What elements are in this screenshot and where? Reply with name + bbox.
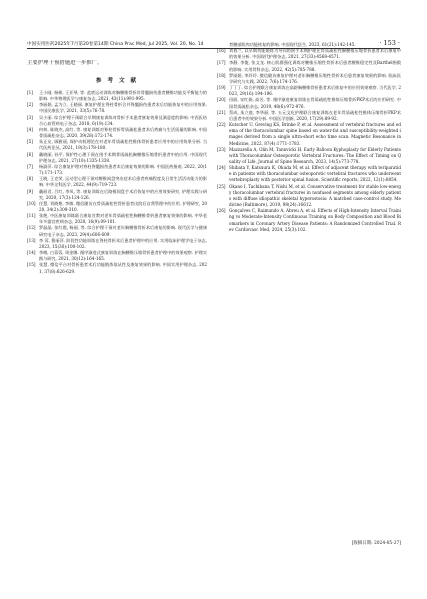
reference-text: 杨淑萍. 综合康复护理对脊柱脊髓损伤患者术后康复效果的影响. 中国医药指南, 2022, 20(17):171-173. [39,163,207,176]
reference-item [217,73,401,85]
body-text-lead: 主要护理干预措施进一步推广。 [27,60,103,66]
reference-item [217,48,401,60]
reference-item [27,139,207,151]
reference-number: [26] [217,208,226,214]
reference-item [217,184,401,209]
reference-text: 李静, 李俊, 张文龙. 核心肌群强化训练对腰椎压缩性骨折术后患者腰椎稳定性及Barthel指数的影响. 实用骨科杂志, 2022, 42(5):785-788. [229,60,401,72]
reference-number: [18] [217,72,226,78]
reference-text: Okano I, Tachibana T, Nishi M, et al. Conservative treatment for stable low-energy thoracolumbar vertebral fractures in nonfused segments among elderly patients with diffuse idiopathic skeletal hyperostosis: A matched case-control study. Medicine (Baltimore), 2019, 98(24):16612. [229,183,401,208]
reference-item [27,225,207,237]
reference-item [27,90,207,102]
reference-item [27,250,207,262]
reference-number: [6] [27,151,33,157]
reference-text: 李梅, 白蓉蓉, 周金娜. 循序渐进式康复训练在胸腰椎压缩骨折患者护理中的效果观察. 护理实践与研究, 2021, 30(12):164-165. [39,250,207,262]
reference-number: [7] [27,163,33,169]
reference-item [27,102,207,114]
reference-text: 任慧, 刘晓艳, 李敏. 微信随访在骨质疏松性骨折患者出院后自我管理中的应用. 护理研究, 2020, 34(2):309-310. [39,200,207,212]
reference-text: Mazzarella A, Olin M, Tannvicki H. Early Balloon Kyphoplasty for Elderly Patients with Thoracolumbar Osteoporotic Vertebral Fractures: The Effect of Timing on Quality of Life. Journal of Spine Research, 2023, 14(5):773-778. [229,146,401,164]
reference-text: 张慧. 微信平台对骨折患者术后功能锻炼依从性及康复效果的影响. 中国实用护理杂志, 2021, 37(8):626-629. [39,262,207,274]
reference-text: 戴晓丽, 孙平, 保护性心理干预在围手术期骨质疏松胸腰椎压缩骨折患者中的应用. 中国现代护理杂志, 2021, 27(10):1335-1338. [39,151,207,163]
reference-item [217,122,401,147]
reference-number: [23] [217,146,226,152]
reference-item [27,176,207,188]
reference-text: 何林, 陈晓杰, 高红, 等. 康复训练对脊柱骨折骨质疏松患者术后疼痛与生活质量的影响. 中国骨质疏松杂志, 2020, 39(28):172-174. [39,126,207,139]
reference-number: [4] [27,126,33,132]
reference-item [27,115,207,127]
reference-number: [24] [217,165,226,171]
reference-number: [9] [27,188,33,194]
reference-item [217,97,401,109]
reference-text: Shibata Y, Katsuura K, Okuda M, et al. Effect of adjacent therapy with teriparatide in patients with thoracolumbar osteoporotic vertebral fractures who underwent vertebroplasty with posterior spinal fusion. Scientific reports, 2022, 12(1):8854. [229,165,401,183]
reference-item [27,152,207,164]
reference-number: [13] [27,237,36,243]
reference-item [27,164,207,176]
received-date: [收稿日期: 2024-05-27] [351,541,401,546]
reference-text: 戴丽君, 吕红, 李凤, 等. 康复训练在后路椎间盘手术后恢复中的应用效果研究. 护理实践与研究, 2020, 17(3):124-126. [39,188,207,200]
reference-number: [17] [217,60,226,66]
reference-text: Kutscher U, Greving KS, Brinke P, et al. Assessment of vertebral fractures and edema of the thoracolumbar spine based on water-fat and susceptibility-weighted images derived from a single ultra-short echo time scan. Magnetic Resonance in Medicine, 2022, 87(4):1771-1783. [229,122,401,146]
reference-item [217,110,401,122]
reference-number: [20] [217,97,226,103]
reference-number: [14] [27,250,36,256]
reference-text: 罗丽娟, 李玲玲. 微信随访康复护理对老年胸腰椎压缩性骨折术后患者康复效果的影响. 临床医学研究与实践, 2022, 7(6):174-176. [229,72,401,84]
reference-item [27,189,207,201]
reference-item [27,127,207,139]
reference-text: 丁丁丁. 综合护理联合康复训练在高龄胸腰椎骨折患者术后恢复中的应用效果观察. 当代医学, 2023, 29(16):194-196. [229,85,402,97]
reference-item [217,165,401,183]
reference-number: [8] [27,176,33,182]
reference-item [27,213,207,225]
reference-text: 蔡成, 朱立庭, 李华丽, 等. 五元文化护理联合康复训练在老年骨质疏松性椎体压缩骨折PKP术后患者中的效果分析. 中国医学创新, 2020, 17(29):89-92. [229,109,401,121]
reference-text: 刘春兰, 以早期功能锻炼为导向的围手术期护理在骨质疏松性胸腰椎压缩骨折患者术后康复中的效果分析. 中国现代护理杂志, 2021, 27(33):4568-4571. [229,48,401,60]
page-number: · 153 · [379,39,400,47]
reference-item [27,262,207,274]
reference-number: [21] [217,109,226,115]
reference-number: [1] [27,90,33,95]
reference-number: [10] [27,200,36,206]
journal-citation: 中国实用医药2025年7月第20卷第14期 China Prac Med, Jul 2025, Vol. 20, No. 14 [27,42,204,47]
references-column-left [27,90,207,275]
reference-number: [5] [27,139,33,145]
reference-item [217,208,401,233]
reference-text: 张艳, 中医康复训练联合康复宣教对老年骨质疏松性胸腰椎骨折患者康复效果的影响. 中华老年多器官疾病杂志, 2020, 16(9):09-101. [39,213,207,225]
reference-item [217,85,401,97]
references-column-right [217,42,401,233]
reference-text: 王小刚, 杨彬, 王亚琴, 等. 盆底运动训练对胸腰椎骨折伴骨髓损伤患者腰椎功能及平衡能力的影响. 中华物理医学与康复杂志, 2021, 43(11):991-995. [39,90,207,102]
reference-text: 罗晶晶, 张红霞, 杨丽, 等. 综合护理干预对老年胸腰椎骨折术后康复的影响. 现代医学与健康研究电子杂志, 2023, 29(4):606-609. [39,225,207,237]
reference-number: [16] [217,48,226,54]
reference-text: 李 蓉, 曹丽萍. 阶段性功能训练在脊柱骨折术后患者护理中的应用. 实用临床护理学电子杂志, 2023, 15(30):100-102. [39,237,207,249]
reference-number: [22] [217,122,226,128]
references-heading: 参 考 文 献 [95,78,139,84]
reference-text: 者腰部肌肉功能恢复的影响. 中国现代医生, 2023, 61(21):142-145. [229,42,356,47]
reference-number: [12] [27,225,36,231]
reference-text: 田丽, 宋红娟, 高芳, 等. 循序渐进康复训练在骨质疏松性椎体压缩骨折PKP术后的应用研究. 中国骨质疏松杂志, 2019, 48(6):972-976. [229,97,401,109]
reference-text: 李丽娟, 孟为立, 王晓丽. 康复护理在脊柱骨折合并脊髓损伤患者术后功能恢复中的应用效果. 中国民康医学, 2021, 33(5):76-78. [39,102,207,114]
reference-text: 王晓, 王克荣, 运动型心理干预对腰椎间盘突出症术后患者疼痛程度及日常生活活动能力的影响. 中华全科医学, 2022, 44(9):719-723. [39,176,207,188]
reference-item [27,201,207,213]
reference-item [217,60,401,72]
reference-number: [2] [27,102,33,108]
reference-number: [11] [27,213,36,219]
reference-text: Gonçalves C, Raimundo A, Abreu A, et al. Effects of High-Intensity Interval Training vs Moderate-Intensity Continuous Training on Body Composition and Blood Biomarkers in Coronary Artery Disease Patients: A Randomized Controlled Trial. Rev Cardiovasc Med, 2024, 25(3):102. [229,208,401,232]
reference-number: [15] [27,262,36,268]
reference-item [27,238,207,250]
reference-number: [25] [217,183,226,189]
reference-text: 朱正友, 顾雅丽, 保护动机理论在对老年骨质疏松性椎体骨折患者应用中的应用效果分析. 当代医药论丛, 2021, 19(3):178-180. [39,139,207,151]
reference-text: 吴小丽. 综合护理干预联合早期康复训练对骨折手术患者康复效果及满意度的影响. 中西医结合心血管病电子杂志, 2018, 6(19):134. [39,114,207,126]
reference-number: [19] [217,85,226,91]
reference-item [217,147,401,165]
reference-number: [3] [27,114,33,120]
